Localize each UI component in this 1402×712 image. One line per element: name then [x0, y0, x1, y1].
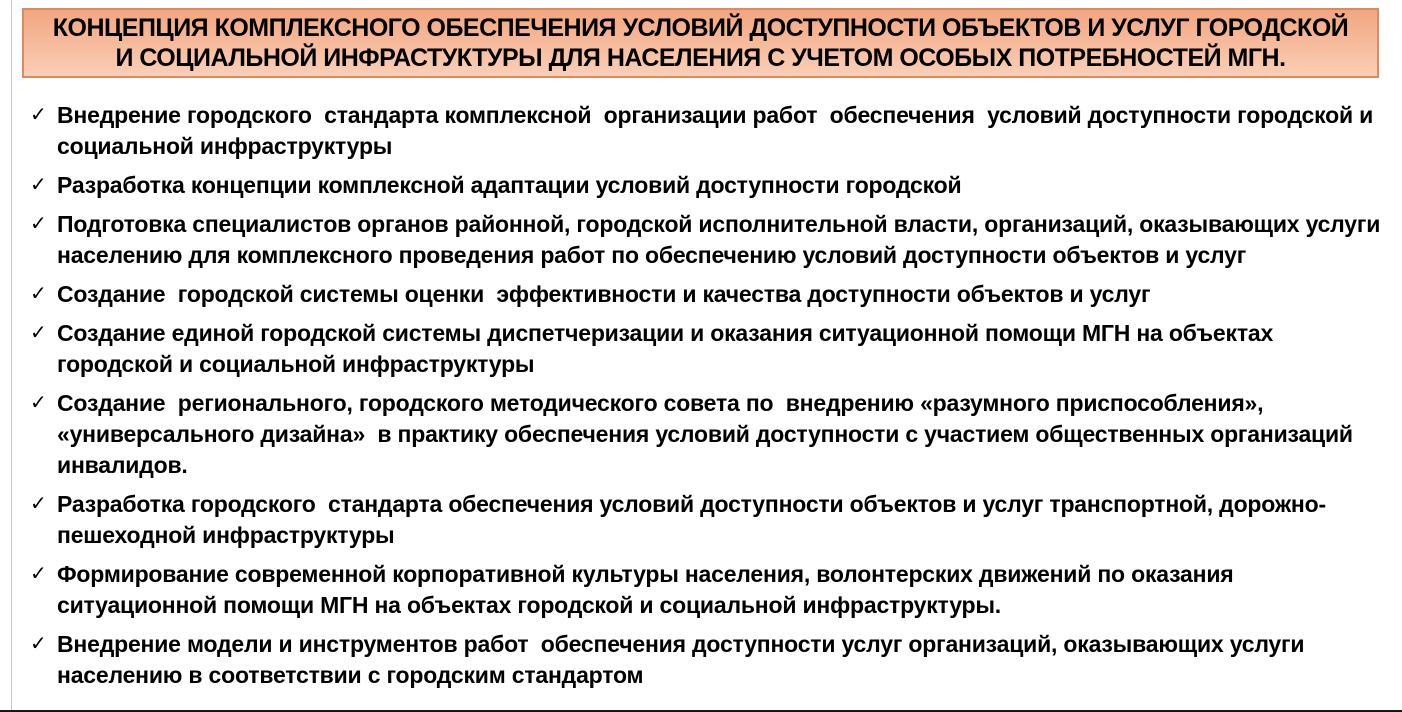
list-item	[30, 279, 1382, 310]
list-item-text: Внедрение модели и инструментов работ обеспечения доступности услуг организаций, оказывающих услуги населению в соответствии с городским стандартом	[57, 631, 1311, 688]
slide-left-edge-line	[11, 0, 12, 712]
checkmark-icon: ✓	[30, 174, 47, 196]
checkmark-icon: ✓	[30, 493, 47, 515]
checkmark-icon: ✓	[30, 563, 47, 585]
list-item	[30, 318, 1382, 380]
checkmark-icon: ✓	[30, 633, 47, 655]
list-item-text: Внедрение городского стандарта комплексной организации работ обеспечения условий доступности городской и социальной инфраструктуры	[57, 102, 1380, 159]
list-item	[30, 629, 1382, 691]
bullet-list	[30, 100, 1387, 699]
list-item	[30, 209, 1387, 271]
list-item	[30, 100, 1382, 162]
checkmark-icon: ✓	[30, 392, 47, 414]
list-item	[30, 559, 1382, 621]
list-item-text: Создание регионального, городского методического совета по внедрению «разумного приспособления», «универсального дизайна» в практику обеспечения условий доступности с участием общественных организаций инвалидов.	[57, 390, 1360, 478]
slide-title-box	[22, 8, 1379, 78]
list-item-text: Создание городской системы оценки эффективности и качества доступности объектов и услуг	[57, 281, 1151, 307]
checkmark-icon: ✓	[30, 322, 47, 344]
list-item-text: Формирование современной корпоративной культуры населения, волонтерских движений по оказания ситуационной помощи МГН на объектах городской и социальной инфраструктуры.	[57, 561, 1240, 618]
checkmark-icon: ✓	[30, 104, 47, 126]
list-item-text: Разработка концепции комплексной адаптации условий доступности городской	[57, 172, 962, 198]
checkmark-icon: ✓	[30, 213, 47, 235]
list-item-text: Создание единой городской системы диспетчеризации и оказания ситуационной помощи МГН на объектах городской и социальной инфраструктуры	[57, 320, 1280, 377]
list-item	[30, 170, 1382, 201]
list-item-text: Подготовка специалистов органов районной, городской исполнительной власти, организаций, оказывающих услуги населению для комплексного проведения работ по обеспечению условий доступности объектов и услуг	[57, 211, 1387, 268]
list-item	[30, 489, 1382, 551]
list-item	[30, 388, 1382, 481]
slide-title-line-2: И СОЦИАЛЬНОЙ ИНФРАСТУКТУРЫ ДЛЯ НАСЕЛЕНИЯ С УЧЕТОМ ОСОБЫХ ПОТРЕБНОСТЕЙ МГН.	[115, 44, 1286, 72]
checkmark-icon: ✓	[30, 283, 47, 305]
slide-title-line-1: КОНЦЕПЦИЯ КОМПЛЕКСНОГО ОБЕСПЕЧЕНИЯ УСЛОВИЙ ДОСТУПНОСТИ ОБЪЕКТОВ И УСЛУГ ГОРОДСКОЙ	[52, 14, 1349, 42]
list-item-text: Разработка городского стандарта обеспечения условий доступности объектов и услуг транспортной, дорожно-пешеходной инфраструктуры	[57, 491, 1326, 548]
